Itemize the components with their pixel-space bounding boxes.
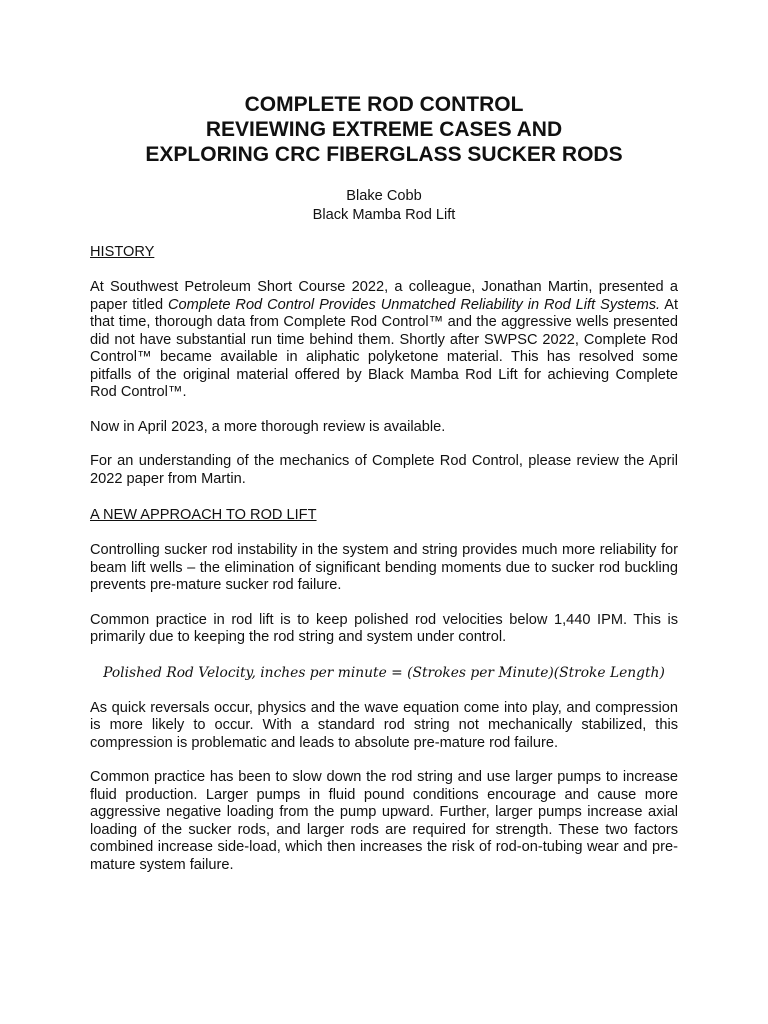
author-block bbox=[90, 187, 678, 225]
section-heading-history: HISTORY bbox=[90, 244, 155, 260]
page-content bbox=[90, 92, 678, 874]
title-line-1: COMPLETE ROD CONTROL bbox=[244, 93, 524, 116]
approach-paragraph-1: Controlling sucker rod instability in the system and string provides much more reliability for beam lift wells – the elimination of significant bending moments due to sucker rod buckling prevents pre-mature sucker rod failure. bbox=[90, 542, 678, 593]
approach-paragraph-3: As quick reversals occur, physics and the wave equation come into play, and compression is more likely to occur. With a standard rod string not mechanically stabilized, this compression is problematic and leads to absolute pre-mature rod failure. bbox=[90, 699, 678, 751]
approach-paragraph-4: Common practice has been to slow down the rod string and use larger pumps to increase fluid production. Larger pumps in fluid pound conditions encourage and cause more aggressive negative loading from the pump upward. Further, larger pumps increase axial loading of the sucker rods, and larger rods are required for strength. These two factors combined increase side-load, which then increases the risk of rod-on-tubing wear and pre-mature system failure. bbox=[90, 769, 678, 873]
history-paragraph-1 bbox=[90, 279, 678, 402]
history-p1-text-b: At that time, thorough data from Complete Rod Control™ and the aggressive wells presented did not have substantial run time behind them. Shortly after SWPSC 2022, Complete Rod Control™ became available in aliphatic polyketone material. This has resolved some pitfalls of the original material offered by Black Mamba Rod Lift for achieving Complete Rod Control™. bbox=[90, 296, 679, 400]
history-paragraph-3: For an understanding of the mechanics of Complete Rod Control, please review the April 2022 paper from Martin. bbox=[90, 453, 678, 487]
formula-equals: = bbox=[386, 664, 408, 681]
author-affiliation: Black Mamba Rod Lift bbox=[312, 207, 456, 223]
author-name: Blake Cobb bbox=[346, 188, 422, 204]
title-line-2: REVIEWING EXTREME CASES AND bbox=[205, 118, 563, 141]
history-p1-text-a: At Southwest Petroleum Short Course 2022, a colleague, Jonathan Martin, presented a paper titled bbox=[90, 279, 678, 313]
formula-rhs-2: (Stroke Length) bbox=[553, 664, 665, 681]
approach-paragraph-2: Common practice in rod lift is to keep polished rod velocities below 1,440 IPM. This is primarily due to keeping the rod string and system under control. bbox=[90, 611, 678, 645]
history-paragraph-2: Now in April 2023, a more thorough review is available. bbox=[90, 418, 446, 435]
cited-paper-title: Complete Rod Control Provides Unmatched Reliability in Rod Lift Systems. bbox=[168, 296, 661, 313]
velocity-formula bbox=[90, 663, 678, 683]
paper-title bbox=[90, 92, 678, 167]
formula-rhs-1: (Strokes per Minute) bbox=[407, 664, 554, 681]
formula-lhs: Polished Rod Velocity, inches per minute bbox=[103, 664, 387, 681]
section-heading-new-approach: A NEW APPROACH TO ROD LIFT bbox=[90, 507, 317, 523]
title-line-3: EXPLORING CRC FIBERGLASS SUCKER RODS bbox=[145, 143, 623, 166]
